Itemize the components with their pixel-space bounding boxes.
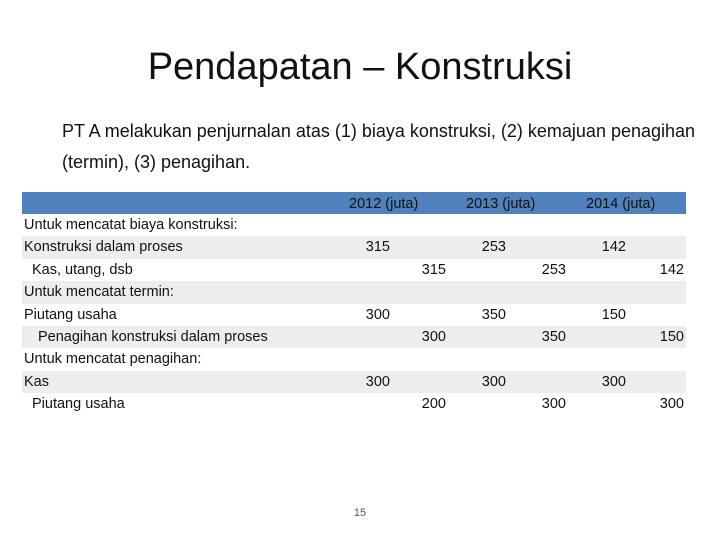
table-row bbox=[22, 304, 686, 326]
row-label: Penagihan konstruksi dalam proses bbox=[38, 328, 268, 345]
journal-table bbox=[22, 192, 686, 416]
row-value: 300 bbox=[541, 396, 566, 413]
row-label: Piutang usaha bbox=[24, 306, 117, 323]
row-value: 142 bbox=[601, 239, 626, 256]
header-2014: 2014 (juta) bbox=[586, 196, 656, 212]
row-label: Kas, utang, dsb bbox=[32, 261, 133, 278]
page-number: 15 bbox=[353, 507, 367, 519]
table-row bbox=[22, 236, 686, 258]
row-value: 300 bbox=[601, 373, 626, 390]
row-label: Piutang usaha bbox=[32, 396, 125, 413]
table-row bbox=[22, 214, 686, 236]
row-label: Untuk mencatat biaya konstruksi: bbox=[24, 217, 238, 233]
table-row bbox=[22, 326, 686, 348]
row-value: 142 bbox=[659, 261, 684, 278]
row-label: Untuk mencatat penagihan: bbox=[24, 351, 202, 368]
row-value: 315 bbox=[421, 261, 446, 278]
row-value: 253 bbox=[541, 261, 566, 278]
header-2013: 2013 (juta) bbox=[466, 196, 536, 212]
row-value: 300 bbox=[365, 373, 390, 390]
table-header-row bbox=[22, 192, 686, 214]
row-value: 315 bbox=[365, 239, 390, 256]
row-value: 350 bbox=[541, 328, 566, 345]
row-value: 150 bbox=[659, 328, 684, 345]
intro-paragraph: PT A melakukan penjurnalan atas (1) biaya konstruksi, (2) kemajuan penagihan (termin), (3) penagihan. bbox=[62, 121, 696, 172]
table-body bbox=[22, 214, 686, 416]
row-value: 200 bbox=[421, 396, 446, 413]
table-row bbox=[22, 371, 686, 393]
table-row bbox=[22, 259, 686, 281]
row-value: 350 bbox=[481, 306, 506, 323]
row-label: Untuk mencatat termin: bbox=[24, 284, 174, 301]
row-value: 300 bbox=[365, 306, 390, 323]
row-value: 300 bbox=[659, 396, 684, 413]
table-row bbox=[22, 393, 686, 415]
table-row bbox=[22, 281, 686, 303]
table-row bbox=[22, 348, 686, 370]
header-2012: 2012 (juta) bbox=[349, 196, 419, 212]
row-label: Konstruksi dalam proses bbox=[24, 239, 183, 256]
row-value: 300 bbox=[421, 328, 446, 345]
row-value: 300 bbox=[481, 373, 506, 390]
row-label: Kas bbox=[24, 373, 49, 390]
row-value: 253 bbox=[481, 239, 506, 256]
slide-title: Pendapatan – Konstruksi bbox=[147, 46, 573, 88]
row-value: 150 bbox=[601, 306, 626, 323]
